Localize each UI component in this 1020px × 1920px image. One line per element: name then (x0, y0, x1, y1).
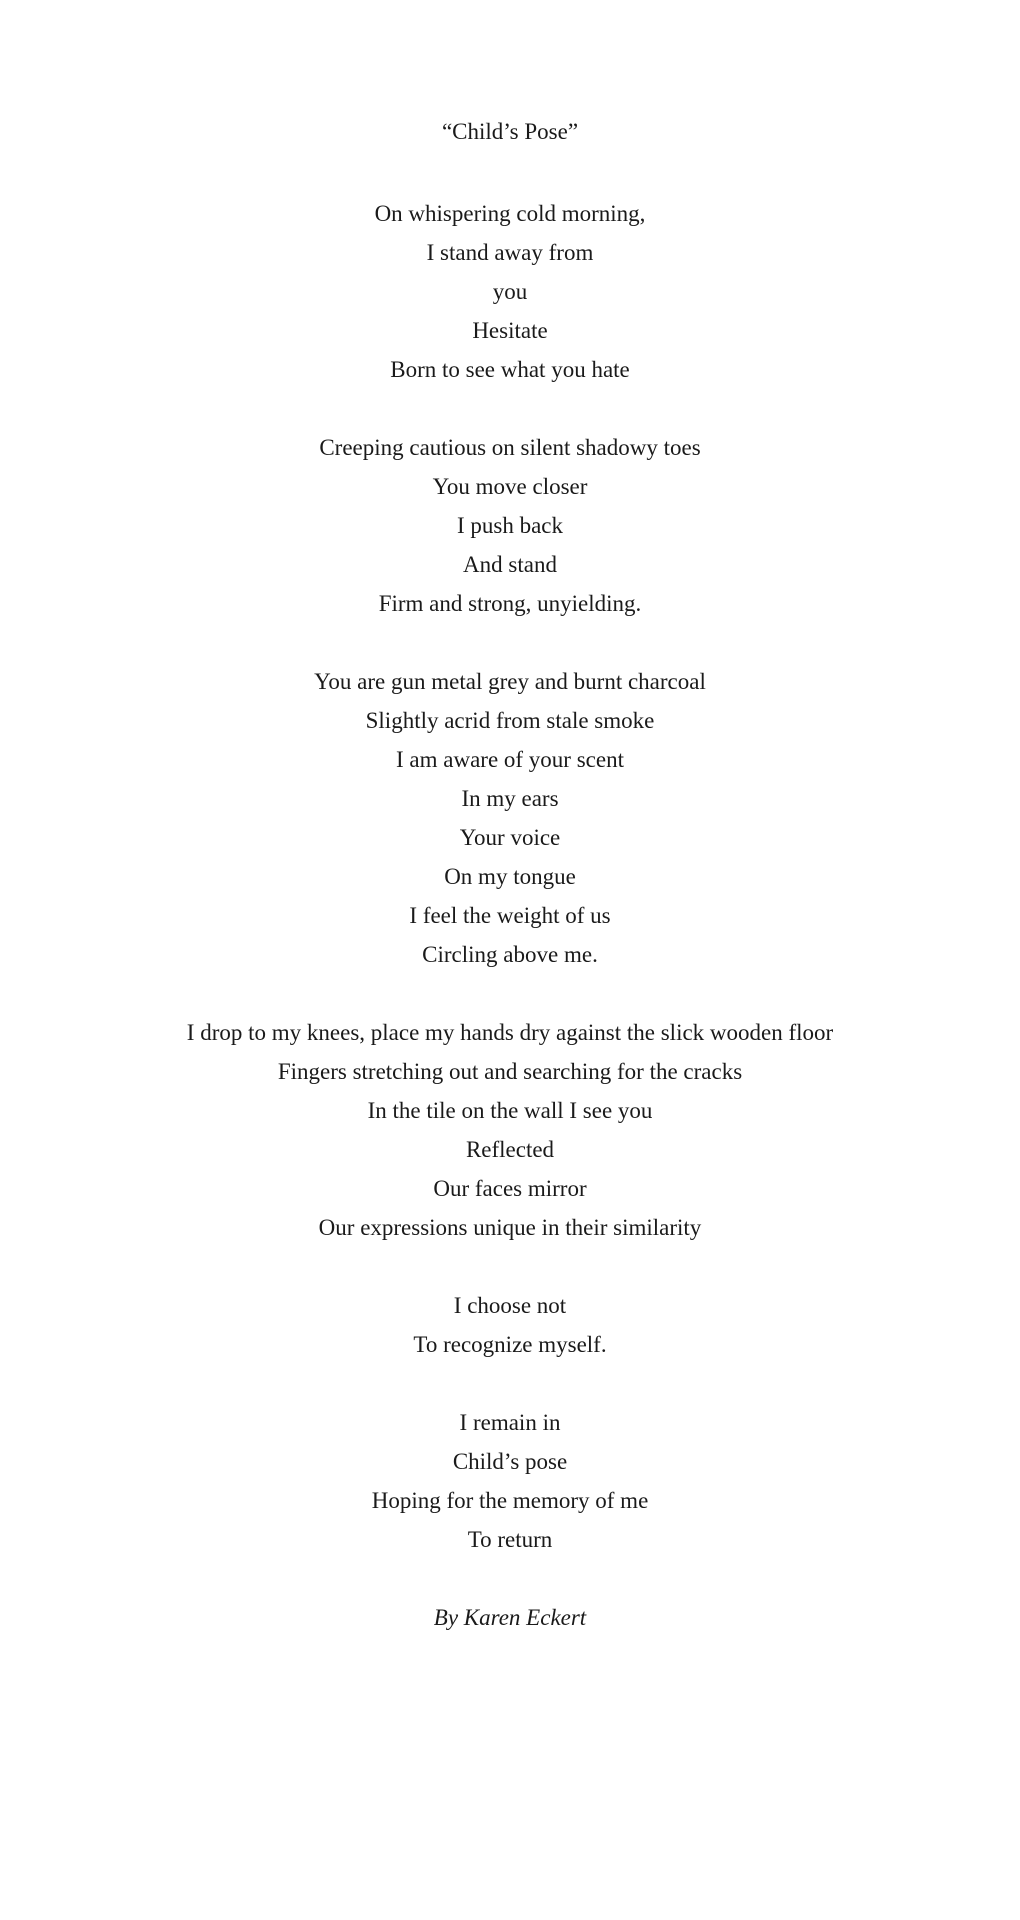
poem-line: On whispering cold morning, (374, 201, 646, 226)
stanza-5 (0, 1286, 1020, 1364)
poem-line: I push back (456, 513, 564, 538)
stanza-2 (0, 428, 1020, 623)
poem-line: Our expressions unique in their similarity (318, 1215, 702, 1240)
poem-line: In my ears (461, 786, 559, 811)
poem-line: Our faces mirror (433, 1176, 587, 1201)
poem-line: I drop to my knees, place my hands dry against the slick wooden floor (186, 1020, 834, 1045)
poem-line: On my tongue (444, 864, 576, 889)
poem-line: In the tile on the wall I see you (367, 1098, 653, 1123)
poem-line: I am aware of your scent (396, 747, 624, 772)
poem-line: Fingers stretching out and searching for the cracks (277, 1059, 743, 1084)
poem-line: Reflected (465, 1137, 555, 1162)
poem-line: I stand away from (426, 240, 594, 265)
poem-line: Firm and strong, unyielding. (378, 591, 642, 616)
poem-line: To recognize myself. (413, 1332, 607, 1357)
poem-line: Slightly acrid from stale smoke (365, 708, 655, 733)
stanza-3 (0, 662, 1020, 974)
poem-line: Born to see what you hate (390, 357, 630, 382)
poem-line: And stand (463, 552, 557, 577)
stanza-6 (0, 1403, 1020, 1559)
poem-byline: By Karen Eckert (433, 1605, 587, 1630)
poem-body (0, 194, 1020, 1637)
poem-line: To return (467, 1527, 553, 1552)
poem-line: I choose not (453, 1293, 567, 1318)
poem-title: “Child’s Pose” (441, 119, 579, 144)
poem-line: Circling above me. (422, 942, 598, 967)
poem-line: Hoping for the memory of me (371, 1488, 649, 1513)
stanza-1 (0, 194, 1020, 389)
poem-line: I remain in (459, 1410, 561, 1435)
stanza-4 (0, 1013, 1020, 1247)
poem-line: You are gun metal grey and burnt charcoal (314, 669, 706, 694)
poem-line: Hesitate (472, 318, 548, 343)
poem-line: Creeping cautious on silent shadowy toes (319, 435, 701, 460)
poem-line: Child’s pose (452, 1449, 568, 1474)
poem-line: You move closer (432, 474, 588, 499)
poem-line: I feel the weight of us (409, 903, 611, 928)
poem-line: Your voice (459, 825, 561, 850)
poem-line: you (492, 279, 528, 304)
